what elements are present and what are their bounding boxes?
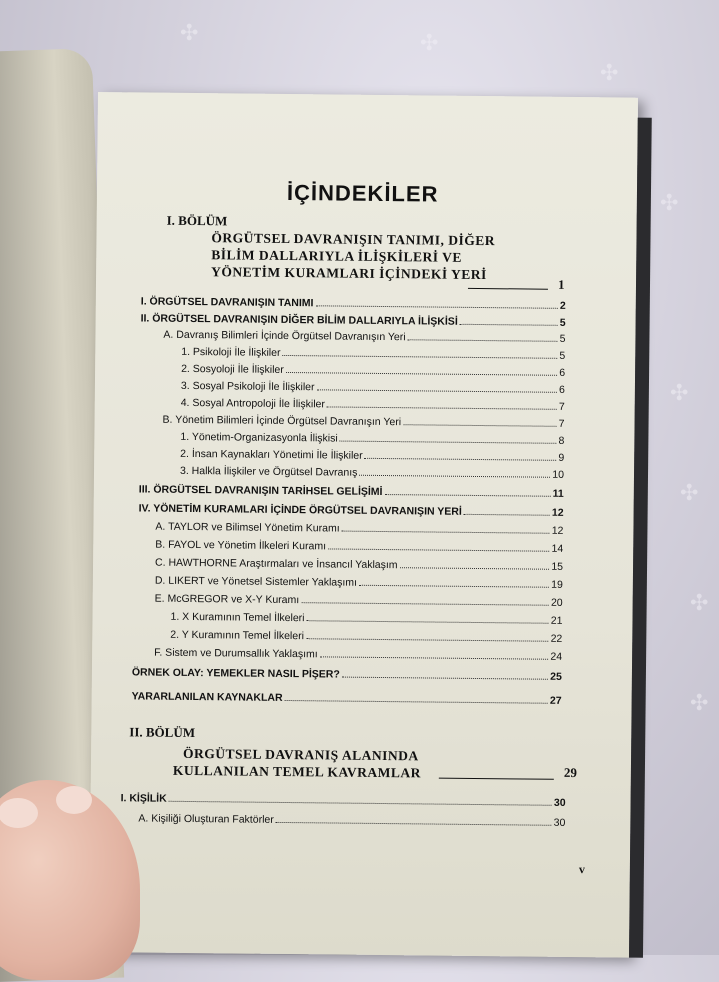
toc-entry-label: A. TAYLOR ve Bilimsel Yönetim Kuramı [155, 520, 340, 535]
toc-entry-label: A. Davranış Bilimleri İçinde Örgütsel Davranışın Yeri [163, 328, 406, 344]
toc-entry-page: 22 [550, 632, 563, 645]
toc-entry-label: B. FAYOL ve Yönetim İlkeleri Kuramı [155, 538, 327, 553]
toc-entry-page: 12 [551, 524, 564, 537]
toc-entry[interactable] [181, 380, 565, 396]
fingernail [56, 786, 92, 814]
chapter-title-line: BİLİM DALLARIYLA İLİŞKİLERİ VE [211, 247, 463, 265]
toc-entry-page: 9 [558, 451, 565, 464]
toc-entry-page: 10 [552, 468, 565, 481]
toc-entry[interactable] [170, 629, 562, 645]
chapter-title-line: ÖRGÜTSEL DAVRANIŞIN TANIMI, DİĞER [211, 230, 496, 249]
toc-entry-page: 30 [553, 796, 566, 809]
toc-entry[interactable] [154, 647, 562, 663]
toc-entry[interactable] [139, 502, 564, 518]
toc-entry[interactable] [155, 557, 563, 573]
dot-leader [340, 441, 557, 444]
toc-entry[interactable] [138, 812, 565, 828]
toc-entry-label: 1. Psikoloji İle İlişkiler [181, 345, 281, 359]
toc-entry-label: D. LIKERT ve Yönetsel Sistemler Yaklaşımı [154, 574, 358, 589]
toc-entry-label: 1. X Kuramının Temel İlkeleri [170, 610, 305, 625]
toc-entry[interactable] [170, 611, 562, 627]
toc-entry-page: 27 [549, 694, 562, 707]
toc-entry[interactable] [163, 329, 565, 345]
toc-entry-label: A. Kişiliği Oluşturan Faktörler [138, 812, 274, 826]
toc-entry[interactable] [155, 593, 563, 609]
toc-entry-label: YARARLANILAN KAYNAKLAR [131, 690, 283, 704]
toc-entry[interactable] [181, 363, 565, 379]
dot-leader [307, 620, 549, 624]
chapter-title-line: KULLANILAN TEMEL KAVRAMLAR [172, 762, 422, 781]
fingernail [0, 798, 38, 828]
toc-entry-page: 24 [550, 650, 563, 663]
toc-entry-label: 2. Sosyoloji İle İlişkiler [181, 362, 284, 376]
dot-leader [328, 548, 550, 551]
toc-entry-page: 8 [558, 434, 565, 447]
toc-entry-page: 12 [551, 506, 564, 519]
toc-entry-page: 11 [552, 487, 564, 500]
toc-entry-page: 7 [558, 417, 565, 430]
dot-leader [276, 822, 552, 826]
chapter-title [173, 745, 421, 782]
toc-entry-page: 5 [559, 349, 566, 362]
toc-entry[interactable] [163, 414, 565, 430]
toc-entry-label: C. HAWTHORNE Araştırmaları ve İnsancıl Yaklaşım [155, 556, 398, 572]
toc-entry[interactable] [132, 690, 562, 707]
background-pattern: ✣ [180, 20, 199, 45]
chapter-rule [468, 288, 548, 290]
toc-entry-label: 3. Halkla İlişkiler ve Örgütsel Davranış [179, 464, 358, 479]
toc-entry-page: 15 [551, 560, 564, 573]
chapter-title [211, 229, 495, 283]
dot-leader [285, 700, 548, 704]
toc-entry-page: 25 [550, 670, 562, 683]
dot-leader [460, 324, 558, 326]
toc-entry[interactable] [139, 483, 564, 499]
toc-entry[interactable] [180, 465, 564, 481]
chapter-title-line: ÖRGÜTSEL DAVRANIŞ ALANINDA [182, 745, 419, 764]
background-pattern: ✣ [600, 60, 619, 85]
toc-entry-label: ÖRNEK OLAY: YEMEKLER NASIL PİŞER? [131, 666, 340, 681]
toc-entry-label: I. ÖRGÜTSEL DAVRANIŞIN TANIMI [140, 295, 314, 310]
page-title: İÇİNDEKİLER [286, 179, 439, 207]
dot-leader [320, 656, 549, 659]
dot-leader [282, 355, 557, 359]
toc-entry-page: 5 [559, 332, 566, 345]
chapter-rule [439, 778, 554, 780]
toc-entry-label: 2. Y Kuramının Temel İlkeleri [170, 628, 305, 643]
toc-entry-page: 30 [553, 816, 566, 829]
dot-leader [408, 339, 558, 342]
toc-entry-label: 3. Sosyal Psikoloji İle İlişkiler [180, 379, 315, 394]
chapter-page-number: 1 [557, 276, 565, 292]
toc-entry-page: 6 [558, 383, 565, 396]
toc-entry-label: E. McGREGOR ve X-Y Kuramı [154, 592, 300, 607]
toc-entry-page: 21 [550, 614, 563, 627]
toc-entry[interactable] [180, 448, 564, 464]
dot-leader [306, 638, 549, 642]
toc-entry[interactable] [180, 431, 564, 447]
toc-entry-page: 6 [559, 366, 566, 379]
toc-entry-page: 2 [559, 299, 566, 312]
dot-leader [317, 389, 558, 393]
toc-entry[interactable] [181, 346, 565, 362]
toc-entry-label: II. ÖRGÜTSEL DAVRANIŞIN DİĞER BİLİM DALLARIYLA İLİŞKİSİ [140, 312, 458, 328]
toc-entry[interactable] [121, 792, 566, 809]
dot-leader [342, 677, 548, 680]
toc-entry-page: 19 [551, 578, 563, 591]
toc-entry-page: 20 [550, 596, 563, 609]
dot-leader [400, 567, 550, 570]
dot-leader [169, 801, 552, 806]
dot-leader [315, 305, 557, 309]
dot-leader [359, 585, 549, 588]
toc-entry[interactable] [155, 521, 563, 537]
background-pattern: ✣ [690, 590, 709, 615]
toc-entry-label: I. KİŞİLİK [120, 792, 167, 805]
toc-entry[interactable] [155, 539, 563, 555]
page-edge [629, 118, 652, 958]
background-pattern: ✣ [680, 480, 699, 505]
background-pattern: ✣ [660, 190, 679, 215]
toc-entry-page: 14 [551, 542, 564, 555]
dot-leader [301, 602, 549, 606]
toc-entry-label: B. Yönetim Bilimleri İçinde Örgütsel Davranışın Yeri [162, 413, 402, 429]
book-page [89, 92, 638, 958]
toc-entry-label: F. Sistem ve Durumsallık Yaklaşımı [154, 646, 318, 661]
toc-entry-label: 4. Sosyal Antropoloji İle İlişkiler [180, 396, 325, 411]
chapter-label: I. BÖLÜM [166, 212, 228, 229]
dot-leader [327, 406, 557, 409]
background-pattern: ✣ [420, 30, 439, 55]
background-pattern: ✣ [670, 380, 689, 405]
dot-leader [342, 531, 550, 534]
toc-entry-label: 1. Yönetim-Organizasyonla İlişkisi [180, 430, 338, 445]
toc-entry[interactable] [181, 397, 565, 413]
toc-entry[interactable] [155, 575, 563, 591]
toc-entry-label: 2. İnsan Kaynakları Yönetimi İle İlişkiler [180, 447, 363, 462]
dot-leader [464, 514, 550, 516]
chapter-page-number: 29 [563, 764, 577, 781]
dot-leader [365, 458, 557, 461]
background-pattern: ✣ [690, 690, 709, 715]
toc-entry-page: 7 [558, 400, 565, 413]
toc-entry-label: IV. YÖNETİM KURAMLARI İÇİNDE ÖRGÜTSEL DAVRANIŞIN YERİ [138, 502, 462, 518]
toc-entry-page: 5 [559, 316, 566, 329]
page-number: v [578, 862, 585, 877]
toc-entry[interactable] [132, 666, 562, 683]
toc-entry[interactable] [141, 295, 566, 311]
dot-leader [359, 475, 550, 478]
dot-leader [403, 424, 557, 427]
toc-entry[interactable] [141, 312, 566, 328]
dot-leader [384, 494, 550, 497]
chapter-label: II. BÖLÜM [129, 724, 196, 741]
chapter-title-line: YÖNETİM KURAMLARI İÇİNDEKİ YERİ [211, 264, 487, 283]
dot-leader [286, 372, 557, 376]
toc-entry-label: III. ÖRGÜTSEL DAVRANIŞIN TARİHSEL GELİŞİMİ [138, 483, 383, 499]
